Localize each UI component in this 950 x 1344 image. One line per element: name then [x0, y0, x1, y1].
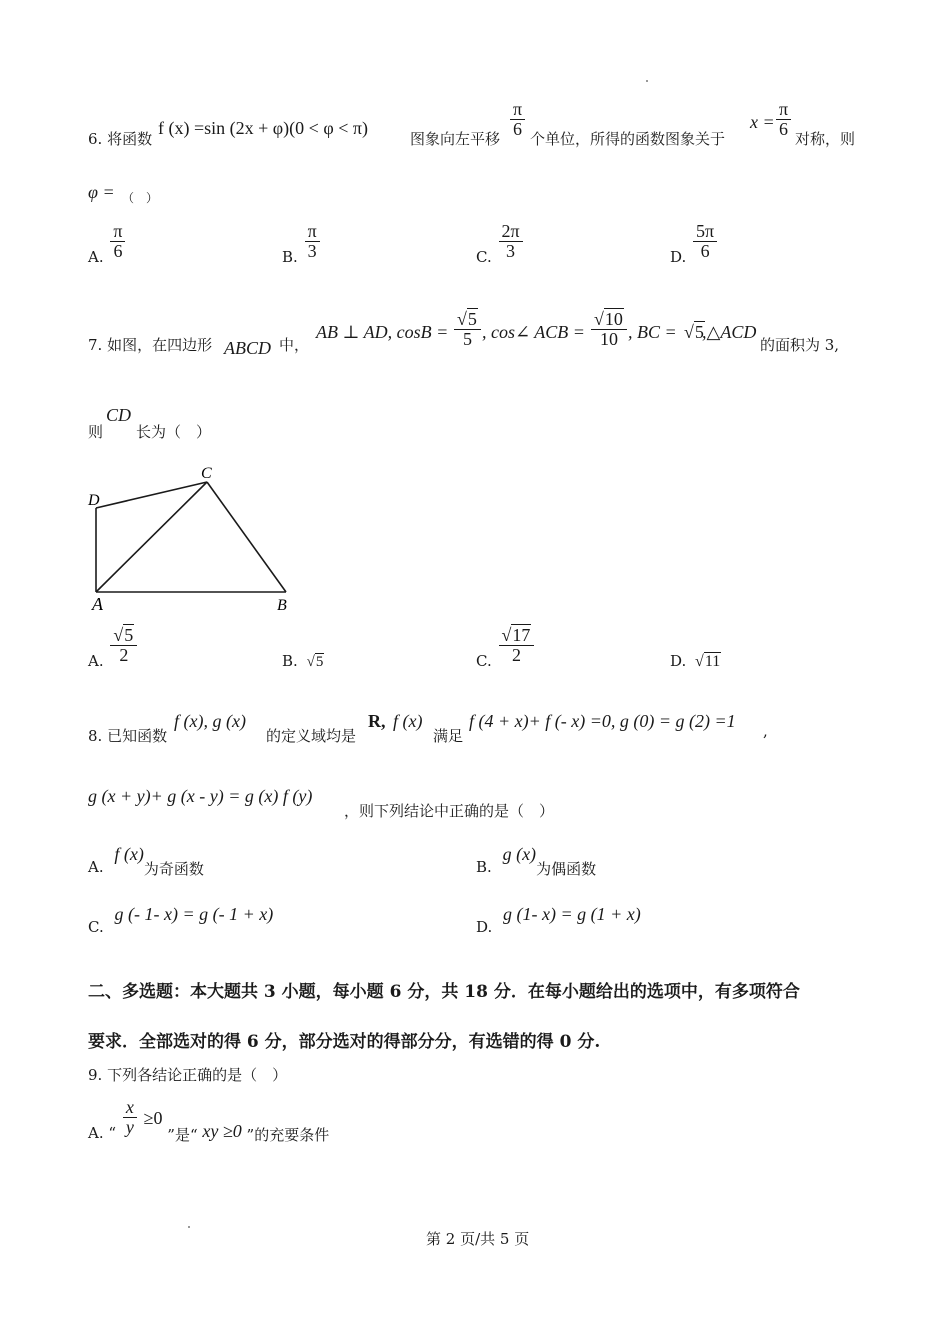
q7-zhong: 中，: [279, 336, 310, 354]
q7-cos-acb-fraction: $\frac{√10}{10}$: [591, 310, 627, 349]
q7-number: 7. 如图，在四边形: [88, 336, 213, 354]
q8-funcs: f (x), g (x): [174, 711, 246, 731]
q6-ask: φ =: [88, 182, 115, 202]
q6-axis-lhs: x =: [750, 112, 775, 132]
vertex-a-label: A: [92, 594, 103, 614]
q8-option-a: A. f (x)为奇函数: [88, 844, 204, 878]
q8-option-c: C. g (- 1- x) = g (- 1 + x): [88, 904, 274, 936]
q8-text-b: 满足: [433, 727, 464, 745]
q6-option-c: C. $\frac{2\pi}{3}$: [476, 222, 525, 266]
q7-bc-sqrt: √5: [684, 322, 704, 342]
q6-shift-fraction: $\frac{\pi}{6}$: [510, 100, 525, 139]
q6-text-a: 图象向左平移: [410, 130, 501, 148]
scan-dot: [188, 1226, 190, 1228]
q7-cond3: , BC =: [628, 322, 677, 342]
q7-cos-b-fraction: $\frac{√5}{5}$: [454, 310, 481, 349]
section-2-line-1: 二、多选题：本大题共 3 小题，每小题 6 分，共 18 分．在每小题给出的选项中，有多项符合: [88, 982, 800, 1002]
q7-ze: 则: [88, 423, 104, 441]
q8-option-b: B. g (x)为偶函数: [476, 844, 597, 878]
q7-option-c: C. $\frac{√17}{2}$: [476, 626, 536, 670]
q7-option-b: B. √5: [282, 652, 324, 670]
edge-dc: [96, 482, 207, 508]
q8-ask: ，则下列结论中正确的是（ ）: [344, 802, 555, 820]
q7-cond4: ,△ACD: [702, 322, 757, 342]
q9-option-a: A. “ $\frac{x}{y}$ ≥0 ”是“ xy ≥0 ”的充要条件: [88, 1097, 330, 1144]
q7-ask: 长为（ ）: [136, 423, 212, 441]
q9-number: 9. 下列各结论正确的是（ ）: [88, 1066, 288, 1084]
q7-quad: ABCD: [224, 338, 271, 358]
q6-answer-paren: （ ）: [122, 191, 159, 205]
q6-number: 6. 将函数: [88, 130, 153, 148]
q7-option-a: A. $\frac{√5}{2}$: [88, 626, 139, 670]
q8-domain: R,: [368, 711, 386, 731]
q7-cd: CD: [106, 405, 132, 425]
vertex-b-label: B: [277, 597, 287, 614]
q6-function: f (x) =sin (2x + φ)(0 < φ < π): [158, 118, 368, 138]
q8-number: 8. 已知函数: [88, 727, 168, 745]
q6-option-b: B. $\frac{\pi}{3}$: [282, 222, 322, 266]
q8-equation: g (x + y)+ g (x - y) = g (x) f (y): [88, 786, 313, 806]
q8-condition: f (4 + x)+ f (- x) =0, g (0) = g (2) =1: [469, 711, 736, 731]
section-2-line-2: 要求．全部选对的得 6 分，部分选对的得部分分，有选错的得 0 分.: [88, 1032, 601, 1052]
q7-cond2: , cos∠ ACB =: [482, 322, 585, 342]
vertex-c-label: C: [201, 465, 212, 482]
page-footer: 第 2 页/共 5 页: [426, 1230, 530, 1248]
q8-fx: f (x): [393, 711, 423, 731]
scan-dot: [646, 80, 648, 82]
vertex-d-label: D: [88, 492, 100, 509]
q6-option-a: A. $\frac{\pi}{6}$: [88, 222, 127, 266]
q8-comma: ,: [763, 722, 768, 740]
q6-axis-fraction: $\frac{\pi}{6}$: [776, 100, 791, 139]
q8-option-d: D. g (1- x) = g (1 + x): [476, 904, 641, 936]
q7-cond1: AB ⊥ AD, cosB =: [316, 322, 449, 342]
q7-tail: 的面积为 3,: [760, 336, 840, 354]
q7-quadrilateral-figure: [80, 460, 310, 618]
edge-ac: [96, 482, 207, 592]
q6-text-b: 个单位，所得的函数图象关于: [530, 130, 726, 148]
q6-text-c: 对称，则: [795, 130, 856, 148]
q6-option-d: D. $\frac{5\pi}{6}$: [670, 222, 719, 266]
q8-text-a: 的定义域均是: [266, 727, 357, 745]
q7-option-d: D. √11: [670, 652, 721, 670]
edge-cb: [207, 482, 286, 592]
